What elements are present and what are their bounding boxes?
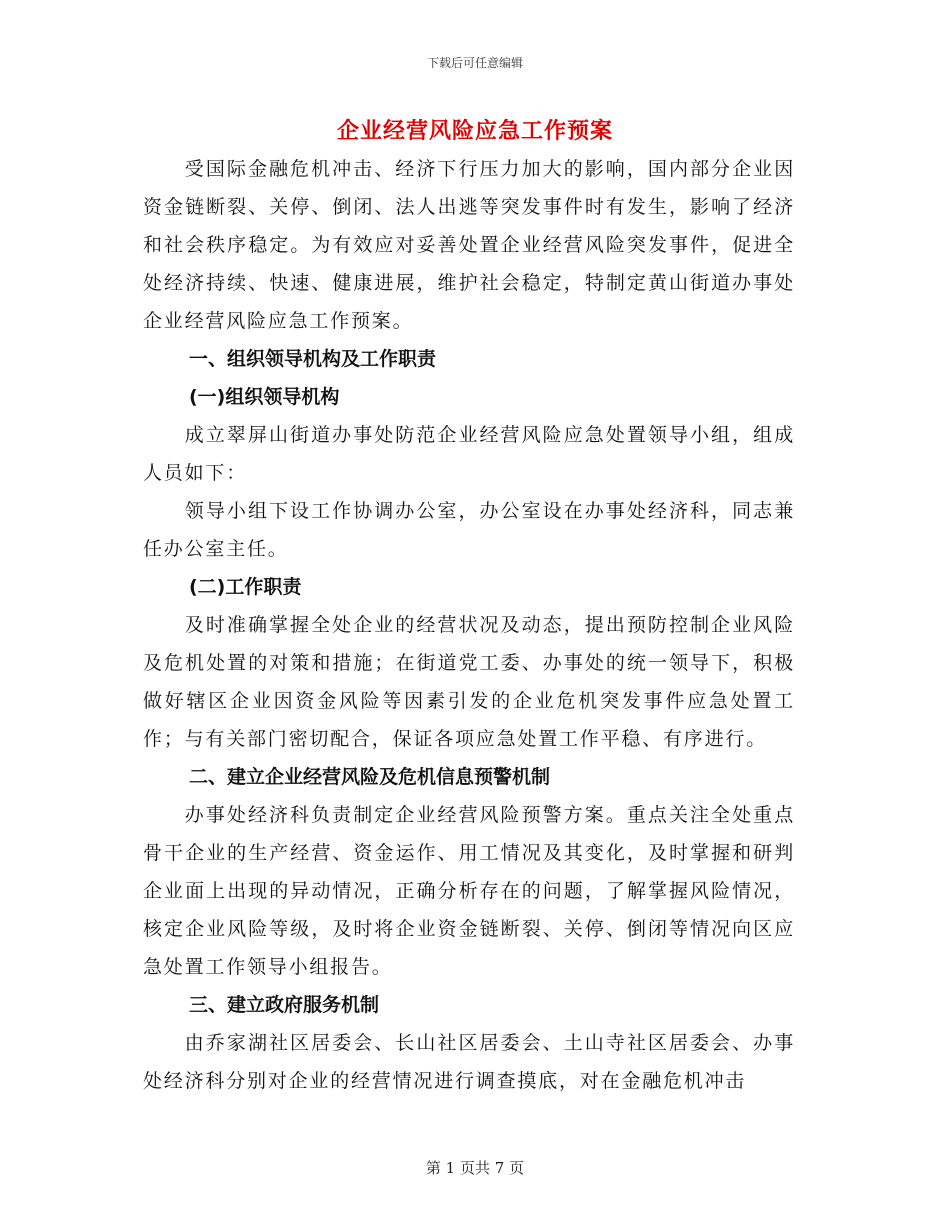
paragraph-government-service: 由乔家湖社区居委会、长山社区居委会、土山寺社区居委会、办事处经济科分别对企业的经营情况进行调查摸底，对在金融危机冲击 — [143, 1032, 795, 1092]
paragraph-coordination-office: 领导小组下设工作协调办公室，办公室设在办事处经济科，同志兼任办公室主任。 — [143, 500, 795, 560]
page-footer: 第 1 页共 7 页 — [425, 1159, 525, 1177]
document-title: 企业经营风险应急工作预案 — [336, 119, 613, 144]
paragraph-intro: 受国际金融危机冲击、经济下行压力加大的影响，国内部分企业因资金链断裂、关停、倒闭、法人出逃等突发事件时有发生，影响了经济和社会秩序稳定。为有效应对妥善处置企业经营风险突发事件，促进全处经济持续、快速、健康进展，维护社会稳定，特制定黄山街道办事处企业经营风险应急工作预案。 — [143, 158, 795, 332]
paragraph-warning-mechanism: 办事处经济科负责制定企业经营风险预警方案。重点关注全处重点骨干企业的生产经营、资金运作、用工情况及其变化，及时掌握和研判企业面上出现的异动情况，正确分析存在的问题，了解掌握风险情况，核定企业风险等级，及时将企业资金链断裂、关停、倒闭等情况向区应急处置工作领导小组报告。 — [143, 804, 795, 978]
section-heading-2: 二、建立企业经营风险及危机信息预警机制 — [189, 766, 551, 788]
subsection-heading-1-2: (二)工作职责 — [189, 576, 302, 598]
section-heading-1: 一、组织领导机构及工作职责 — [189, 348, 437, 370]
document-body — [143, 150, 795, 1100]
subsection-heading-1-1: (一)组织领导机构 — [189, 386, 340, 408]
paragraph-leading-group: 成立翠屏山街道办事处防范企业经营风险应急处置领导小组，组成人员如下： — [143, 424, 795, 484]
paragraph-duties: 及时准确掌握全处企业的经营状况及动态，提出预防控制企业风险及危机处置的对策和措施；在街道党工委、办事处的统一领导下，积极做好辖区企业因资金风险等因素引发的企业危机突发事件应急处置工作；与有关部门密切配合，保证各项应急处置工作平稳、有序进行。 — [143, 614, 795, 750]
page-header: 下载后可任意编辑 — [426, 56, 523, 70]
section-heading-3: 三、建立政府服务机制 — [189, 994, 380, 1016]
